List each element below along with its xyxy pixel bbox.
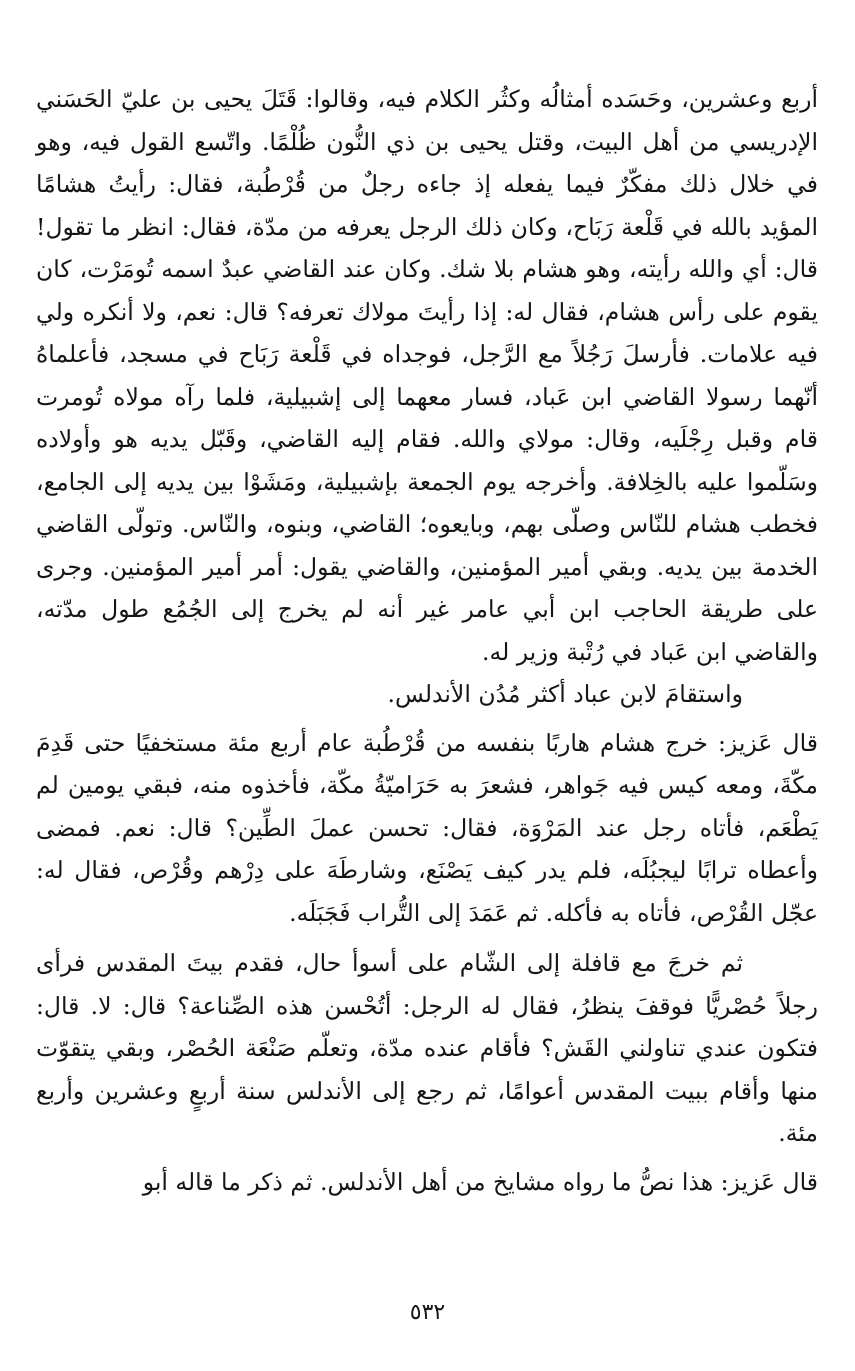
paragraph-2: واستقامَ لابن عباد أكثر مُدُن الأندلس. xyxy=(387,680,743,708)
paragraph-5: قال عَزيز: هذا نصُّ ما رواه مشايخ من أهل الأندلس. ثم ذكر ما قاله أبو xyxy=(142,1167,818,1196)
paragraph-3: قال عَزيز: خرج هشام هاربًا بنفسه من قُرْطُبة عام أربع مئة مستخفيًا حتى قَدِمَ مكّةَ، ومعه كيس فيه جَواهر، فشعرَ به حَرَاميّةُ مكّة، فأخذوه منه، فبقي يومين لم يَطْعَم، فأتاه رجل عند المَرْوَة، فقال: تحسن عملَ الطِّين؟ قال: نعم. فمضى وأعطاه ترابًا ليجبُلَه، فلم يدر كيف يَصْنَع، وشارطَهَ على دِرْهم وقُرْص، فقال له: عجّل القُرْص، فأتاه به فأكله. ثم عَمَدَ إلى التُّراب فَجَبَلَه. xyxy=(36,728,818,927)
page-number: ٥٣٢ xyxy=(409,1300,446,1325)
paragraph-1: أربع وعشرين، وحَسَده أمثالُه وكثُر الكلام فيه، وقالوا: قَتَلَ يحيى بن عليّ الحَسَني الإدريسي من أهل البيت، وقتل يحيى بن ذي النُّون ظُلْمًا. واتّسع القول فيه، وهو في خلال ذلك مفكّرٌ فيما يفعله إذ جاءه رجلٌ من قُرْطُبة، فقال: رأيتُ هشامًا المؤيد بالله في قَلْعة رَبَاح، وكان ذلك الرجل يعرفه من مدّة، فقال: انظر ما تقول! قال: أي والله رأيته، وهو هشام بلا شك. وكان عند القاضي عبدٌ اسمه تُومَرْت، كان يقوم على رأس هشام، فقال له: إذا رأيتَ مولاك تعرفه؟ قال: نعم، ولا أنكره ولي فيه علامات. فأرسلَ رَجُلاً مع الرَّجل، فوجداه في قَلْعة رَبَاح في مسجد، فأعلماهُ أنّهما رسولا القاضي ابن عَباد، فسار معهما إلى إشبيلية، فلما رآه مولاه تُومرت قام وقبل رِجْلَيه، وقال: مولاي والله. فقام إليه القاضي، وقَبّل يديه هو وأولاده وسَلّموا عليه بالخِلافة. وأخرجه يوم الجمعة بإشبيلية، ومَشَوْا بين يديه إلى الجامع، فخطب هشام للنّاس وصلّى بهم، وبايعوه؛ القاضي، وبنوه، والنّاس. وتولّى القاضي الخدمة بين يديه. وبقي أمير المؤمنين، والقاضي يقول: أمر أمير المؤمنين. وجرى على طريقة الحاجب ابن أبي عامر غير أنه لم يخرج إلى الجُمُع طول مدّته، والقاضي ابن عَباد في رُتْبة وزير له. xyxy=(36,85,818,666)
paragraph-4: ثم خرجَ مع قافلة إلى الشّام على أسوأ حال، فقدم بيتَ المقدس فرأى رجلاً حُصْريًّا فوقفَ ينظرُ، فقال له الرجل: أتُحْسن هذه الصِّناعة؟ قال: لا. قال: فتكون عندي تناولني القَش؟ فأقام عنده مدّة، وتعلّم صَنْعَة الحُصْر، وبقي يتقوّت منها وأقام ببيت المقدس أعوامًا، ثم رجع إلى الأندلس سنة أربعٍ وعشرين وأربع مئة. xyxy=(36,949,818,1147)
main-text xyxy=(36,78,818,1203)
